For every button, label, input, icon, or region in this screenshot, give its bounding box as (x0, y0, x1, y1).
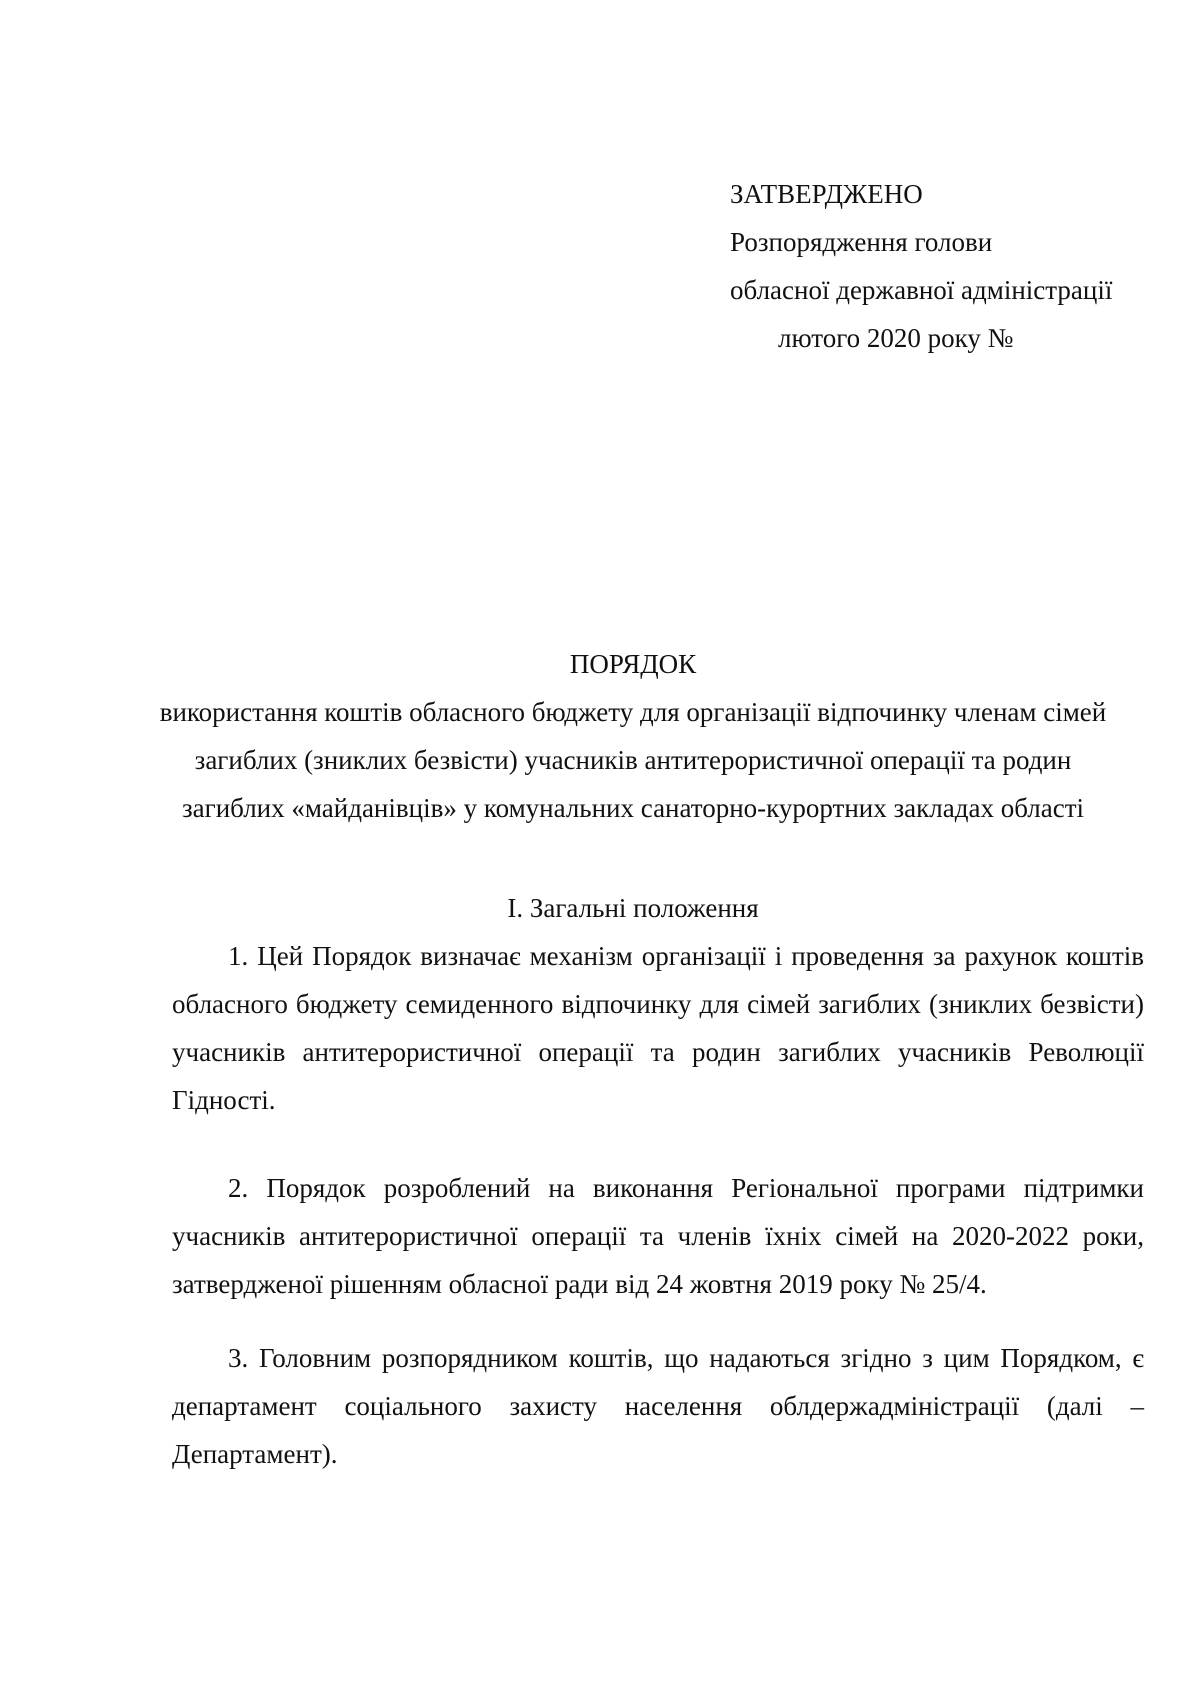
approval-line-2: обласної державної адміністрації (730, 275, 1113, 305)
approval-date-line: лютого 2020 року № (778, 323, 1014, 353)
document-title (150, 640, 1116, 832)
paragraph-2: 2. Порядок розроблений на виконання Регіональної програми підтримки учасників антитерористичної операції та членів їхніх сімей на 2020-2022 роки, затвердженої рішенням обласної ради від 24 жовтня 2019 року № 25/4. (172, 1173, 1144, 1299)
section-heading: І. Загальні положення (507, 893, 759, 923)
approval-block (730, 170, 1160, 362)
approval-line-1: Розпорядження голови (730, 227, 993, 257)
approval-stamp: ЗАТВЕРДЖЕНО (730, 179, 923, 209)
paragraph-3: 3. Головним розпорядником коштів, що надаються згідно з цим Порядком, є департамент соціального захисту населення облдержадміністрації (далі – Департамент). (172, 1343, 1144, 1469)
title-heading: ПОРЯДОК (569, 649, 697, 679)
title-subtitle: використання коштів обласного бюджету для організації відпочинку членам сімей загиблих (зниклих безвісти) учасників антитерористичної операції та родин загиблих «майданівців» у комунальних санаторно-курортних закладах області (159, 697, 1107, 823)
paragraph-1: 1. Цей Порядок визначає механізм організації і проведення за рахунок коштів обласного бюджету семиденного відпочинку для сімей загиблих (зниклих безвісти) учасників антитерористичної операції та родин загиблих учасників Революції Гідності. (172, 941, 1144, 1115)
